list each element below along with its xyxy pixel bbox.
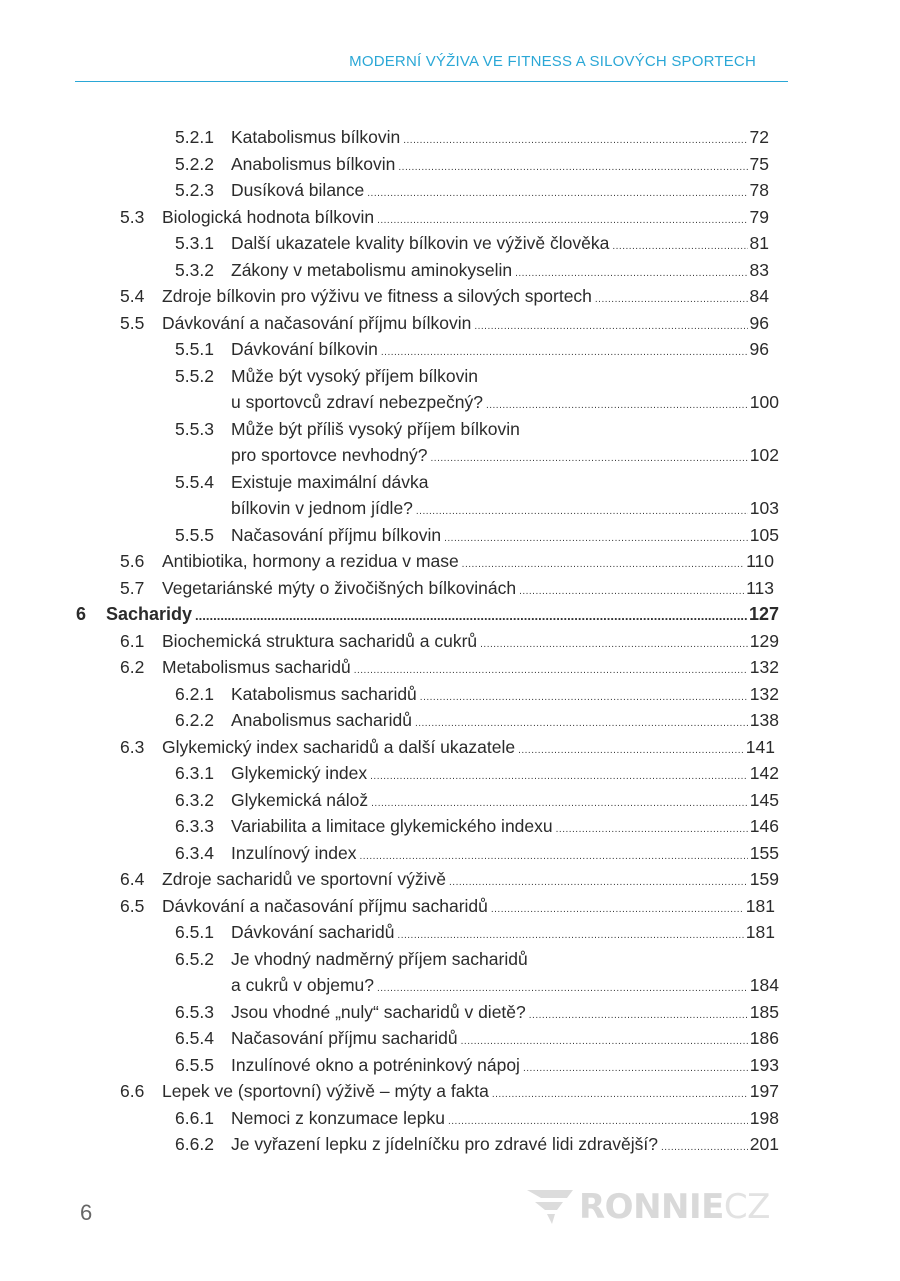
logo-text-light: CZ (723, 1187, 770, 1227)
toc-number: 6.3.3 (175, 816, 214, 836)
toc-entry[interactable] (0, 813, 900, 839)
toc-title: Načasování příjmu sacharidů (231, 1028, 458, 1048)
toc-page: 197 (749, 1081, 779, 1101)
toc-page: 113 (746, 577, 774, 598)
toc-title-continuation: a cukrů v objemu? (231, 975, 374, 995)
toc-leader (431, 442, 748, 472)
toc-entry-continuation[interactable] (0, 972, 900, 998)
toc-number: 5.2.2 (175, 153, 214, 174)
toc-leader (416, 495, 748, 525)
toc-leader (492, 1078, 748, 1108)
toc-chapter-title: Sacharidy (106, 604, 193, 624)
toc-page: 72 (749, 127, 769, 147)
toc-entry-continuation[interactable] (0, 495, 900, 521)
toc-leader (360, 840, 748, 870)
toc-leader (398, 151, 747, 181)
toc-number: 6.5.5 (175, 1054, 214, 1075)
toc-leader (381, 336, 748, 366)
toc-entry[interactable] (0, 548, 900, 574)
toc-entry[interactable] (0, 628, 900, 654)
toc-title: Lepek ve (sportovní) výživě – mýty a fakta (162, 1081, 489, 1101)
toc-number: 5.3 (120, 206, 145, 227)
toc-leader (595, 283, 748, 313)
toc-leader (523, 1052, 748, 1082)
toc-page: 185 (749, 1001, 779, 1022)
toc-leader (448, 1105, 748, 1135)
toc-number: 5.5 (120, 312, 145, 333)
toc-number: 6.5.3 (175, 1001, 214, 1022)
toc-leader (371, 787, 748, 817)
toc-number: 6.3.4 (175, 842, 214, 863)
toc-page: 186 (749, 1028, 779, 1048)
toc-page: 138 (749, 710, 779, 730)
toc-page: 145 (749, 789, 779, 810)
toc-number: 5.5.1 (175, 339, 214, 359)
toc-number: 6.5.1 (175, 922, 214, 942)
toc-entry[interactable] (0, 681, 900, 707)
toc-entry[interactable] (0, 866, 900, 892)
toc-page: 132 (749, 683, 779, 704)
logo-wing-icon (527, 1188, 577, 1226)
toc-title: Biochemická struktura sacharidů a cukrů (162, 630, 478, 651)
toc-title: Dávkování a načasování příjmu sacharidů (162, 895, 488, 916)
toc-entry[interactable] (0, 363, 900, 389)
toc-title: Další ukazatele kvality bílkovin ve výživě člověka (231, 233, 610, 253)
toc-page: 102 (749, 445, 779, 465)
toc-entry[interactable] (0, 416, 900, 442)
toc-page: 129 (749, 630, 779, 651)
toc-leader (415, 707, 748, 737)
toc-leader (518, 734, 744, 764)
toc-entry[interactable] (0, 1078, 900, 1104)
toc-page: 141 (745, 736, 775, 757)
toc-leader (480, 628, 748, 658)
toc-entry[interactable] (0, 707, 900, 733)
toc-page: 146 (749, 816, 779, 836)
toc-page: 201 (749, 1134, 779, 1154)
toc-entry-continuation[interactable] (0, 442, 900, 468)
toc-leader (515, 257, 747, 287)
toc-entry[interactable] (0, 310, 900, 336)
toc-title: Biologická hodnota bílkovin (162, 206, 375, 227)
toc-page: 193 (749, 1054, 779, 1075)
running-header-title: MODERNÍ VÝŽIVA VE FITNESS A SILOVÝCH SPORTECH (349, 53, 756, 70)
toc-entry[interactable] (0, 734, 900, 760)
toc-title: Zdroje bílkovin pro výživu ve fitness a silových sportech (162, 286, 592, 306)
toc-page: 100 (749, 392, 779, 412)
toc-title: Může být vysoký příjem bílkovin (231, 365, 479, 386)
toc-number: 6.5.2 (175, 948, 214, 969)
toc-title: Variabilita a limitace glykemického indexu (231, 816, 553, 836)
toc-title: Anabolismus sacharidů (231, 710, 412, 730)
toc-title: Zákony v metabolismu aminokyselin (231, 259, 513, 280)
toc-number: 6.2.1 (175, 683, 214, 704)
toc-page: 83 (749, 259, 769, 280)
toc-leader (661, 1131, 748, 1161)
toc-number: 5.6 (120, 551, 145, 571)
toc-entry[interactable] (0, 204, 900, 230)
toc-page: 110 (746, 551, 774, 571)
toc-number: 5.3.1 (175, 233, 214, 253)
toc-number: 5.2.3 (175, 180, 214, 200)
toc-page: 132 (749, 657, 779, 677)
toc-entry[interactable] (0, 1131, 900, 1157)
toc-number: 6.3 (120, 736, 145, 757)
toc-title: Je vhodný nadměrný příjem sacharidů (231, 948, 528, 969)
toc-number: 6.6.1 (175, 1107, 214, 1128)
toc-leader (474, 310, 747, 340)
toc-page: 96 (749, 312, 769, 333)
toc-title: Glykemický index (231, 763, 368, 783)
toc-page: 142 (749, 763, 779, 783)
toc-title: Nemoci z konzumace lepku (231, 1107, 445, 1128)
toc-entry[interactable] (0, 469, 900, 495)
toc-entry[interactable] (0, 177, 900, 203)
toc-page: 81 (749, 233, 769, 253)
toc-page: 78 (749, 180, 769, 200)
toc-entry[interactable] (0, 919, 900, 945)
toc-number: 5.5.5 (175, 524, 214, 545)
toc-number: 6.1 (120, 630, 145, 651)
toc-page: 79 (749, 206, 769, 227)
toc-title: Načasování příjmu bílkovin (231, 524, 442, 545)
page-number: 6 (80, 1200, 93, 1225)
toc-page: 159 (749, 869, 779, 889)
toc-title-continuation: bílkovin v jednom jídle? (231, 498, 413, 518)
toc-leader (195, 601, 747, 629)
toc-leader (519, 575, 744, 605)
toc-number: 6.4 (120, 869, 145, 889)
toc-page: 181 (745, 895, 775, 916)
toc-leader (491, 893, 744, 923)
toc-title: Inzulínový index (231, 842, 357, 863)
toc-entry[interactable] (0, 946, 900, 972)
toc-entry-continuation[interactable] (0, 389, 900, 415)
toc-title: Dávkování a načasování příjmu bílkovin (162, 312, 472, 333)
toc-title: Katabolismus bílkovin (231, 127, 401, 147)
toc-leader (556, 813, 748, 843)
toc-entry[interactable] (0, 230, 900, 256)
toc-title: Vegetariánské mýty o živočišných bílkovinách (162, 577, 517, 598)
toc-number: 5.5.4 (175, 471, 214, 492)
toc-number: 6.2 (120, 657, 145, 677)
toc-title: Inzulínové okno a potréninkový nápoj (231, 1054, 520, 1075)
toc-title: Dusíková bilance (231, 180, 365, 200)
toc-number: 5.5.3 (175, 418, 214, 439)
toc-title: Může být příliš vysoký příjem bílkovin (231, 418, 520, 439)
toc-entry[interactable] (0, 151, 900, 177)
toc-chapter-entry[interactable] (0, 601, 900, 627)
toc-entry[interactable] (0, 999, 900, 1025)
toc-page: 84 (749, 286, 769, 306)
toc-leader (354, 654, 748, 684)
toc-leader (367, 177, 747, 207)
toc-entry[interactable] (0, 893, 900, 919)
publisher-logo (527, 1186, 792, 1228)
toc-number: 6.6.2 (175, 1134, 214, 1154)
toc-number: 6.6 (120, 1081, 145, 1101)
toc-number: 5.5.2 (175, 365, 214, 386)
toc-chapter-number: 6 (76, 604, 87, 624)
toc-title: Dávkování sacharidů (231, 922, 395, 942)
running-header (75, 0, 788, 82)
toc-leader (449, 866, 748, 896)
toc-title: Metabolismus sacharidů (162, 657, 351, 677)
toc-page: 75 (749, 153, 769, 174)
toc-leader (420, 681, 748, 711)
toc-title: Glykemická nálož (231, 789, 369, 810)
toc-entry[interactable] (0, 283, 900, 309)
toc-page: 96 (749, 339, 769, 359)
toc-page: 184 (749, 975, 779, 995)
toc-title-continuation: pro sportovce nevhodný? (231, 445, 428, 465)
toc-leader (529, 999, 748, 1029)
logo-wordmark (579, 1187, 770, 1227)
toc-number: 6.2.2 (175, 710, 214, 730)
toc-title: Zdroje sacharidů ve sportovní výživě (162, 869, 447, 889)
toc-number: 5.4 (120, 286, 145, 306)
toc-entry[interactable] (0, 522, 900, 548)
toc-entry[interactable] (0, 257, 900, 283)
toc-entry[interactable] (0, 787, 900, 813)
toc-entry[interactable] (0, 1052, 900, 1078)
toc-title: Je vyřazení lepku z jídelníčku pro zdravé lidi zdravější? (231, 1134, 659, 1154)
toc-page: 198 (749, 1107, 779, 1128)
toc-page: 155 (749, 842, 779, 863)
toc-title: Jsou vhodné „nuly“ sacharidů v dietě? (231, 1001, 526, 1022)
toc-title: Dávkování bílkovin (231, 339, 378, 359)
toc-leader (377, 204, 747, 234)
toc-leader (486, 389, 748, 419)
toc-entry[interactable] (0, 760, 900, 786)
toc-title: Anabolismus bílkovin (231, 153, 396, 174)
toc-entry[interactable] (0, 1025, 900, 1051)
toc-title: Glykemický index sacharidů a další ukazatele (162, 736, 516, 757)
toc-leader (612, 230, 747, 260)
toc-number: 5.2.1 (175, 127, 214, 147)
toc-leader (444, 522, 748, 552)
toc-entry[interactable] (0, 575, 900, 601)
toc-leader (462, 548, 744, 578)
toc-title: Antibiotika, hormony a rezidua v mase (162, 551, 459, 571)
toc-number: 6.5 (120, 895, 145, 916)
toc-leader (377, 972, 748, 1002)
toc-number: 6.5.4 (175, 1028, 214, 1048)
toc-page: 105 (749, 524, 779, 545)
toc-number: 5.7 (120, 577, 145, 598)
toc-number: 6.3.1 (175, 763, 214, 783)
toc-title-continuation: u sportovců zdraví nebezpečný? (231, 392, 483, 412)
toc-entry[interactable] (0, 654, 900, 680)
toc-page: 181 (745, 922, 775, 942)
toc-title: Existuje maximální dávka (231, 471, 429, 492)
toc-leader (461, 1025, 748, 1055)
toc-leader (397, 919, 743, 949)
toc-entry[interactable] (0, 840, 900, 866)
toc-page: 127 (748, 604, 779, 624)
toc-entry[interactable] (0, 124, 900, 150)
logo-text-bold: RONNIE (579, 1187, 724, 1227)
toc-page: 103 (749, 498, 779, 518)
toc-title: Katabolismus sacharidů (231, 683, 417, 704)
toc-leader (370, 760, 748, 790)
toc-number: 6.3.2 (175, 789, 214, 810)
toc-leader (403, 124, 747, 154)
toc-entry[interactable] (0, 336, 900, 362)
toc-number: 5.3.2 (175, 259, 214, 280)
toc-entry[interactable] (0, 1105, 900, 1131)
